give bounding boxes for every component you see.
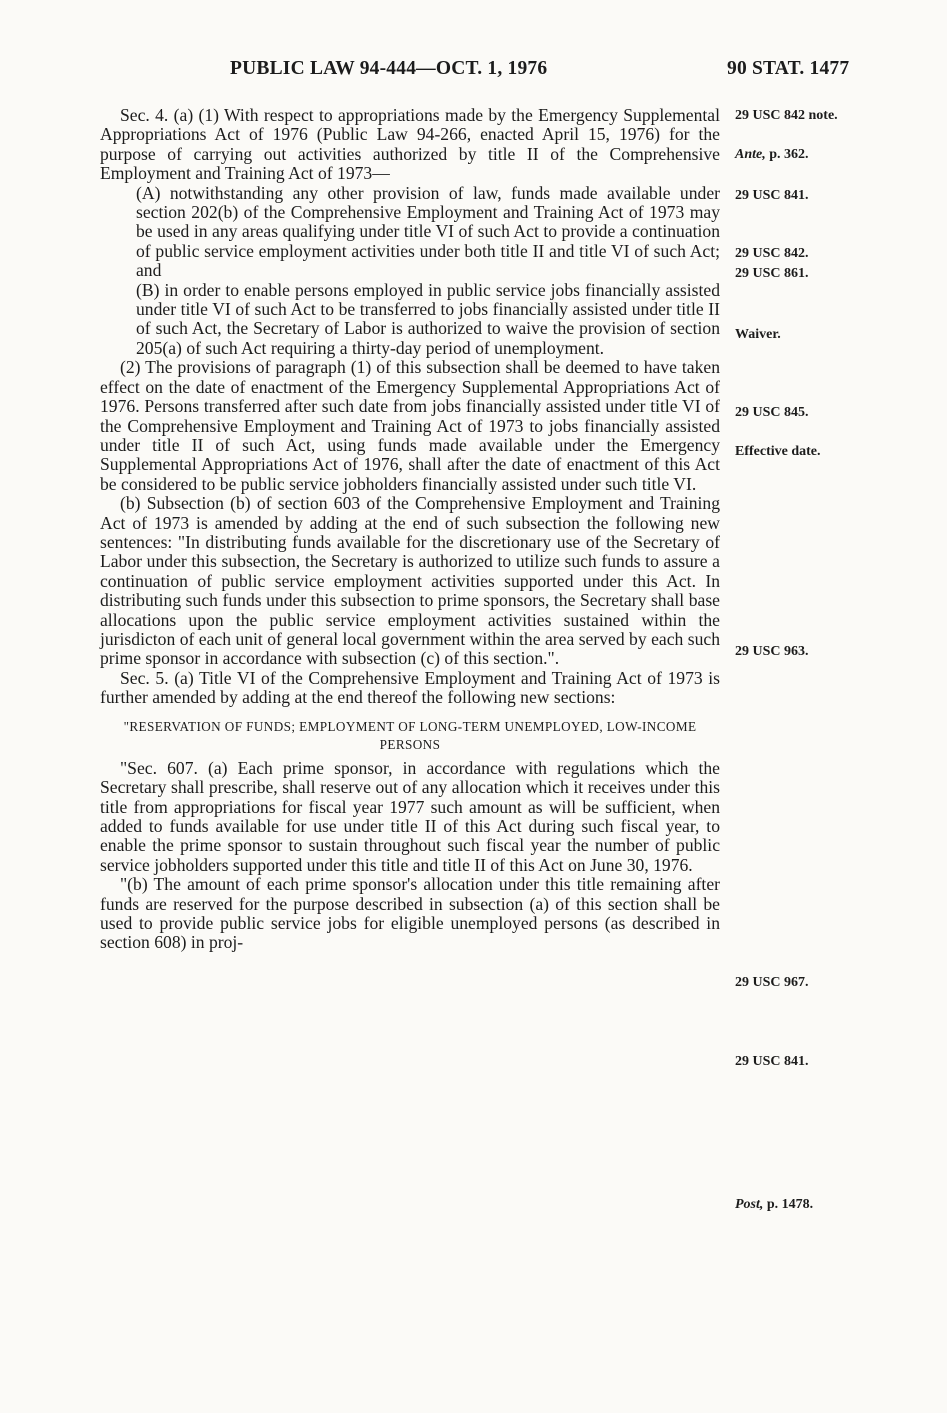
margin-note: 29 USC 845.: [735, 405, 809, 420]
margin-note: 29 USC 842 note.: [735, 108, 838, 123]
margin-note: 29 USC 841.: [735, 1054, 809, 1069]
margin-note-italic: Post,: [735, 1197, 764, 1212]
paragraph-sec5-a: Sec. 5. (a) Title VI of the Comprehensive Employment and Training Act of 1973 is further amended by adding at the end thereof the following new sections:: [100, 667, 720, 708]
margin-note: Waiver.: [735, 327, 781, 342]
paragraph-sec607-b: "(b) The amount of each prime sponsor's allocation under this title remaining after funds are reserved for the purpose described in subsection (a) of this section shall be used to provide public service jobs for eligible unemployed persons (as described in section 608) in proj-: [100, 874, 720, 953]
margin-note-italic: Ante,: [735, 147, 766, 162]
margin-note: [735, 147, 809, 163]
margin-note-rest: p. 1478.: [763, 1197, 814, 1212]
paragraph-sec4-b: (b) Subsection (b) of section 603 of the Comprehensive Employment and Training Act of 1973 is amended by adding at the end of such subsection the following new sentences: "In distributing funds available for the discretionary use of the Secretary of Labor under this subsection, the Secretary is authorized to utilize such funds to assure a continuation of public service employment activities supported under this Act. In distributing such funds under this subsection to prime sponsors, the Secretary shall base allocations upon the public service employment activities sustained within the jurisdicton of each unit of general local government within the area served by each such prime sponsor in accordance with subsection (c) of this section.".: [100, 493, 720, 669]
margin-note: 29 USC 967.: [735, 975, 809, 990]
statute-page-number: 90 STAT. 1477: [727, 58, 850, 79]
paragraph-sec4-a1-A: (A) notwithstanding any other provision of law, funds made available under section 202(b) of the Comprehensive Employment and Training Act of 1973 may be used in any areas qualifying under title VI of such Act to provide a continuation of public service employment activities under both title II and title VI of such Act; and: [136, 182, 720, 281]
paragraph-sec607-a: "Sec. 607. (a) Each prime sponsor, in accordance with regulations which the Secretary shall prescribe, shall reserve out of any allocation which it receives under this title from appropriations for fiscal year 1977 such amount as will be sufficient, when added to funds available for use under title II of this Act during such fiscal year, to enable the prime sponsor to sustain throughout such fiscal year the number of public service jobholders supported under this title and title II of this Act on June 30, 1976.: [100, 757, 720, 875]
margin-note: 29 USC 861.: [735, 266, 809, 281]
paragraph-sec4-a1: Sec. 4. (a) (1) With respect to appropriations made by the Emergency Supplemental Appropriations Act of 1976 (Public Law 94-266, enacted April 15, 1976) for the purpose of carrying out activities authorized by title II of the Comprehensive Employment and Training Act of 1973—: [100, 105, 720, 184]
paragraph-sec4-a1-B: (B) in order to enable persons employed in public service jobs financially assisted under title VI of such Act to be transferred to jobs financially assisted under title II of such Act, the Secretary of Labor is authorized to waive the provision of section 205(a) of such Act requiring a thirty-day period of unemployment.: [136, 279, 720, 358]
margin-note: 29 USC 842.: [735, 246, 809, 261]
margin-note: [735, 1197, 813, 1213]
margin-note-rest: p. 362.: [765, 147, 809, 162]
section-heading: "RESERVATION OF FUNDS; EMPLOYMENT OF LONG-TERM UNEMPLOYED, LOW-INCOME PERSONS: [123, 718, 697, 753]
paragraph-sec4-a2: (2) The provisions of paragraph (1) of this subsection shall be deemed to have taken effect on the date of enactment of the Emergency Supplemental Appropriations Act of 1976. Persons transferred after such date from jobs financially assisted under title VI of the Comprehensive Employment and Training Act of 1973 to jobs financially assisted under title II of such Act, using funds made available under the Emergency Supplemental Appropriations Act of 1976, shall after the date of enactment of this Act be considered to be public service jobholders financially assisted under such title VI.: [100, 357, 720, 494]
margin-note: 29 USC 963.: [735, 644, 809, 659]
margin-note: 29 USC 841.: [735, 188, 809, 203]
page-title: PUBLIC LAW 94-444—OCT. 1, 1976: [230, 58, 548, 79]
margin-note: Effective date.: [735, 444, 821, 459]
